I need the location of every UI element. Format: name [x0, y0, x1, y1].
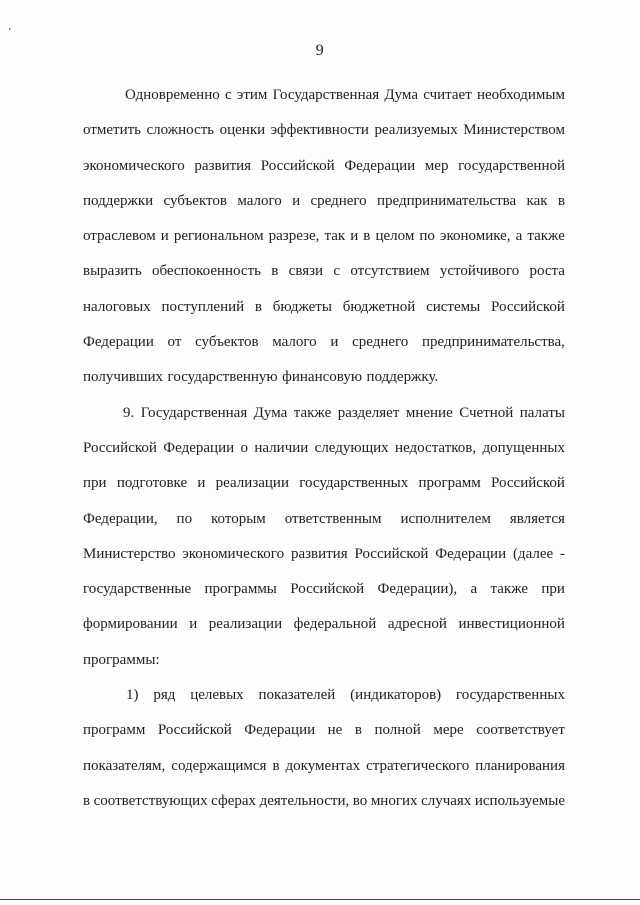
- word: соответствует: [476, 722, 565, 739]
- text-line: [83, 78, 565, 113]
- word: Федерации,: [83, 510, 158, 527]
- text-line: [83, 572, 565, 607]
- word: во: [352, 792, 368, 809]
- word: субъектов: [195, 334, 259, 351]
- word: содержащимся: [171, 757, 267, 774]
- word: при: [83, 475, 107, 492]
- word: Российской: [83, 439, 157, 456]
- text-line: [83, 643, 565, 678]
- word: среднего: [310, 192, 367, 209]
- word: в: [271, 263, 279, 280]
- word: следующих: [314, 439, 389, 456]
- word: Федерации: [83, 334, 154, 351]
- word: мере: [433, 722, 464, 739]
- word: -: [560, 545, 565, 562]
- word: (индикаторов): [350, 687, 442, 704]
- word: при: [541, 581, 565, 598]
- word: программы: [204, 581, 277, 598]
- word: в: [363, 228, 371, 245]
- word: в: [557, 192, 565, 209]
- word: разделяет: [337, 404, 400, 421]
- word: целевых: [190, 687, 244, 704]
- word: и: [189, 616, 198, 633]
- word: Федерации: [344, 157, 416, 174]
- word: как: [526, 192, 548, 209]
- word: мер: [424, 157, 449, 174]
- word: формировании: [83, 616, 178, 633]
- word: Министерство: [83, 545, 176, 562]
- word: целом: [375, 228, 415, 245]
- word: с: [224, 87, 232, 103]
- word: программы:: [83, 651, 160, 668]
- word: Российской: [157, 722, 232, 739]
- word: а: [515, 228, 523, 245]
- word: 9.: [123, 404, 135, 421]
- word: региональном: [173, 228, 264, 245]
- word: отсутствием: [350, 263, 430, 280]
- text-line: [83, 396, 565, 431]
- word: от: [167, 334, 182, 351]
- word: деятельности,: [259, 792, 350, 809]
- text-line: [83, 502, 565, 537]
- margin-mark: ،: [8, 22, 12, 33]
- word: недостатков,: [395, 439, 477, 456]
- word: документах: [285, 757, 361, 774]
- word: среднего: [352, 334, 409, 351]
- word: Дума: [253, 404, 288, 421]
- word: по: [419, 228, 435, 245]
- word: Одновременно: [125, 87, 220, 103]
- word: Дума: [384, 87, 418, 103]
- word: показателей: [258, 687, 336, 704]
- document-body: [83, 78, 565, 819]
- word: Российской: [490, 298, 565, 315]
- word: программ: [418, 475, 481, 492]
- word: в: [83, 792, 91, 809]
- word: также: [490, 581, 529, 598]
- word: и: [330, 334, 339, 351]
- text-line: [83, 184, 565, 219]
- word: устойчивого: [439, 263, 520, 280]
- text-line: [83, 537, 565, 572]
- word: обеспокоенность: [151, 263, 261, 280]
- word: Счетной: [459, 404, 514, 421]
- text-line: [83, 254, 565, 289]
- word: адресной: [387, 616, 447, 633]
- word: Российской: [290, 581, 365, 598]
- word: Федерации: [435, 545, 507, 562]
- word: федеральной: [293, 616, 377, 633]
- word: этим: [236, 87, 268, 103]
- word: малого: [272, 334, 317, 351]
- word: государственную: [167, 369, 278, 386]
- word: оценки: [219, 122, 266, 139]
- word: наличии: [254, 439, 309, 456]
- word: экономического: [182, 545, 285, 562]
- text-line: [83, 784, 565, 819]
- text-line: [83, 607, 565, 642]
- word: в: [272, 757, 280, 774]
- word: Российской: [354, 545, 429, 562]
- word: используемые: [474, 792, 565, 809]
- word: Российской: [491, 475, 565, 492]
- word: многих: [370, 792, 418, 809]
- text-line: [83, 219, 565, 254]
- word: палаты: [519, 404, 565, 421]
- word: экономике,: [440, 228, 511, 245]
- word: Государственная: [272, 87, 380, 103]
- word: бюджеты: [272, 298, 332, 315]
- word: и: [160, 228, 169, 245]
- word: планирования: [475, 757, 565, 774]
- word: отраслевом: [83, 228, 156, 245]
- word: Государственная: [140, 404, 248, 421]
- word: малого: [237, 192, 282, 209]
- word: Федерации),: [377, 581, 458, 598]
- text-line: [83, 325, 565, 360]
- word: подготовке: [116, 475, 188, 492]
- word: налоговых: [83, 298, 151, 315]
- word: и: [197, 475, 206, 492]
- word: (далее: [512, 545, 554, 562]
- word: предпринимательства,: [422, 334, 565, 351]
- word: а: [470, 581, 478, 598]
- word: исполнителем: [400, 510, 491, 527]
- text-line: [83, 290, 565, 325]
- word: Федерации: [244, 722, 316, 739]
- word: развития: [194, 157, 252, 174]
- word: Российской: [260, 157, 335, 174]
- word: разрезе,: [268, 228, 320, 245]
- word: реализации: [208, 616, 283, 633]
- word: по: [176, 510, 193, 527]
- word: и: [350, 228, 359, 245]
- word: необходимым: [477, 87, 565, 103]
- word: в: [254, 298, 263, 315]
- word: сферах: [211, 792, 257, 809]
- word: допущенных: [482, 439, 565, 456]
- word: также: [293, 404, 332, 421]
- word: и: [292, 192, 301, 209]
- word: получивших: [83, 369, 164, 386]
- word: субъектов: [163, 192, 227, 209]
- word: случаях: [421, 792, 472, 809]
- word: также: [527, 228, 565, 245]
- word: эффективности: [270, 122, 369, 139]
- word: поступлений: [161, 298, 245, 315]
- word: которым: [211, 510, 266, 527]
- word: 1): [126, 687, 139, 704]
- word: мнение: [405, 404, 453, 421]
- word: предпринимательства: [377, 192, 517, 209]
- word: в: [354, 722, 362, 739]
- word: экономического: [83, 157, 185, 174]
- word: показателям,: [83, 757, 166, 774]
- word: инвестиционной: [458, 616, 565, 633]
- word: выразить: [83, 263, 142, 280]
- word: государственной: [458, 157, 565, 174]
- word: Федерации: [163, 439, 235, 456]
- word: ответственным: [284, 510, 382, 527]
- word: финансовую: [282, 369, 363, 386]
- text-line: [83, 749, 565, 784]
- word: ряд: [153, 687, 176, 704]
- word: поддержку.: [366, 369, 439, 386]
- text-line: [83, 431, 565, 466]
- text-line: [83, 466, 565, 501]
- word: сложность: [146, 122, 215, 139]
- word: программ: [83, 722, 146, 739]
- word: бюджетной: [342, 298, 416, 315]
- text-line: [83, 360, 565, 395]
- word: роста: [529, 263, 565, 280]
- text-line: [83, 149, 565, 184]
- word: системы: [426, 298, 481, 315]
- word: реализуемых: [374, 122, 458, 139]
- word: государственные: [83, 581, 192, 598]
- word: так: [324, 228, 346, 245]
- text-line: [83, 678, 565, 713]
- word: развития: [290, 545, 348, 562]
- page-number: 9: [315, 42, 325, 59]
- word: считает: [423, 87, 472, 103]
- word: отметить: [83, 122, 141, 139]
- page-bottom-edge: [0, 899, 640, 900]
- word: поддержки: [83, 192, 154, 209]
- word: реализации: [215, 475, 289, 492]
- word: государственных: [299, 475, 409, 492]
- word: соответствующих: [93, 792, 208, 809]
- word: Министерством: [463, 122, 565, 139]
- word: является: [509, 510, 565, 527]
- word: не: [327, 722, 343, 739]
- word: стратегического: [366, 757, 470, 774]
- text-line: [83, 113, 565, 148]
- text-line: [83, 713, 565, 748]
- word: о: [240, 439, 248, 456]
- word: с: [333, 263, 341, 280]
- word: государственных: [455, 687, 565, 704]
- word: связи: [288, 263, 324, 280]
- word: полной: [374, 722, 421, 739]
